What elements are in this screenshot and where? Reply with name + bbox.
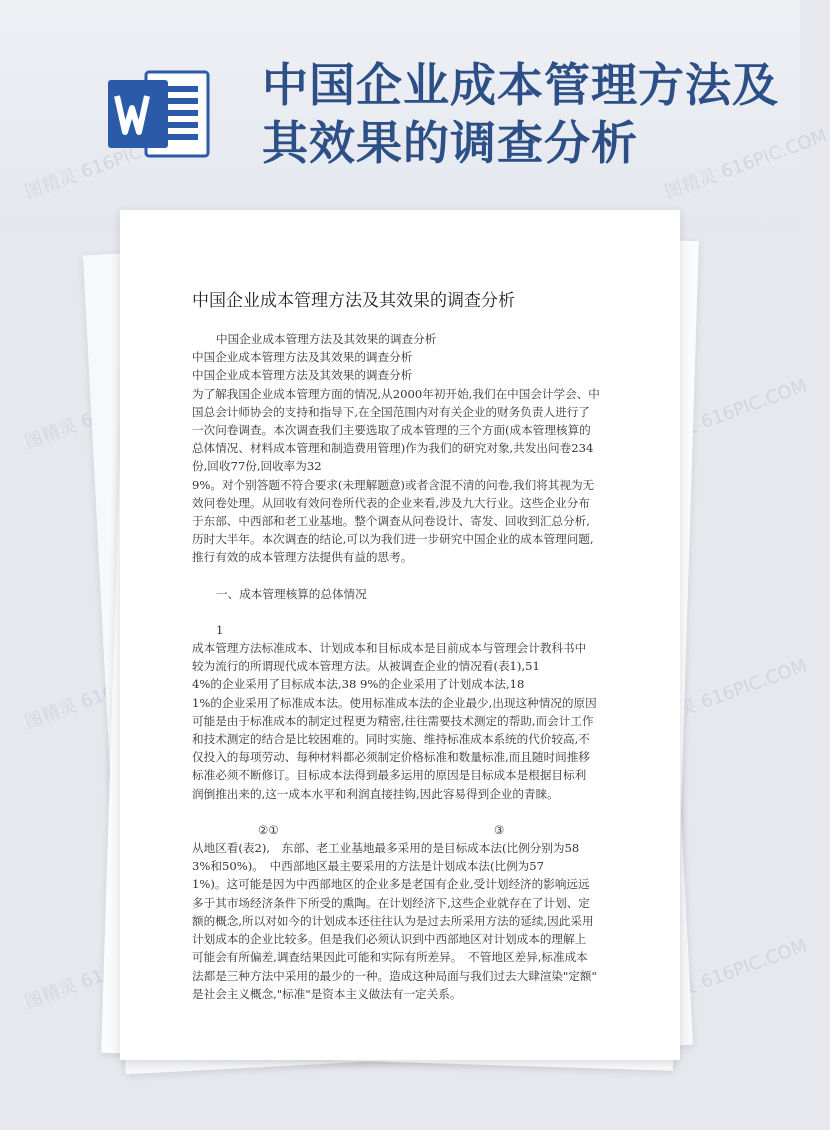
text-line: 计划成本的企业比较多。但是我们必须认识到中西部地区对计划成本的理解上 [192, 932, 587, 947]
word-document-icon [108, 68, 212, 160]
text-line: 推行有效的成本管理方法提供有益的思考。 [192, 550, 413, 565]
section-heading: 一、成本管理核算的总体情况 [216, 586, 367, 601]
watermark: 图精灵 [22, 415, 80, 454]
text-line: 9%。对个别答题不符合要求(未理解题意)或者含混不清的问卷,我们将其视为无 [192, 477, 595, 492]
text-line: 1%的企业采用了标准成本法。使用标准成本法的企业最少,出现这种情况的原因 [192, 695, 597, 710]
document-page [120, 210, 680, 1060]
title-line: 中国企业成本管理方法及其效果的调查分析 [216, 332, 437, 346]
watermark: 图精灵 [22, 695, 80, 734]
document-heading: 中国企业成本管理方法及其效果的调查分析 [192, 291, 515, 311]
footnote-number: ②① [258, 822, 279, 837]
document-body [192, 330, 632, 1003]
footnote-numbers [192, 821, 632, 839]
title-line: 中国企业成本管理方法及其效果的调查分析 [192, 350, 413, 365]
text-line: 和技术测定的结合是比较困难的。同时实施、维持标准成本系统的代价较高,不 [192, 732, 590, 747]
text-line: 成本管理方法标准成本、计划成本和目标成本是目前成本与管理会计教科书中 [192, 641, 587, 656]
text-line: 历时大半年。本次调查的结论,可以为我们进一步研究中国企业的成本管理问题, [192, 532, 594, 547]
text-line: 仅投入的每项劳动、每种材料都必须制定价格标准和数量标准,而且随时间推移 [192, 750, 590, 765]
text-line: 4%的企业采用了目标成本法,38 9%的企业采用了计划成本法,18 [192, 677, 525, 692]
text-line: 总体情况、材料成本管理和制造费用管理)作为我们的研究对象,共发出问卷234 [192, 441, 594, 456]
watermark: 图精灵 [22, 975, 80, 1014]
footnote-number: ③ [494, 822, 505, 837]
text-line: 额的概念,所以对如今的计划成本还往往认为是过去所采用方法的延续,因此采用 [192, 913, 594, 928]
watermark: 图精灵 616PIC.COM [642, 375, 810, 454]
text-line: 可能是由于标准成本的制定过程更为精密,往往需要技术测定的帮助,而会计工作 [192, 713, 594, 728]
hero-title: 中国企业成本管理方法及其效果的调查分析 [262, 58, 779, 170]
text-line: 份,回收77份,回收率为32 [192, 459, 322, 474]
text-line: 从地区看(表2), 东部、老工业基地最多采用的是目标成本法(比例分别为58 [192, 841, 580, 856]
text-line: 一次问卷调查。本次调查我们主要选取了成本管理的三个方面(成本管理核算的 [192, 423, 591, 438]
text-line: 于东部、中西部和老工业基地。整个调查从问卷设计、寄发、回收到汇总分析, [192, 514, 590, 529]
text-line: 是社会主义概念,"标准"是资本主义做法有一定关系。 [192, 986, 462, 1001]
text-line: 标准必须不断修订。目标成本法得到最多运用的原因是目标成本是根据目标利 [192, 768, 587, 783]
text-line: 润倒推出来的,这一成本水平和利润直接挂钩,因此容易得到企业的青睐。 [192, 786, 559, 801]
footnote-number: 1 [216, 622, 224, 637]
title-line: 中国企业成本管理方法及其效果的调查分析 [192, 368, 413, 383]
text-line: 可能会有所偏差,调查结果因此可能和实际有所差异。 不管地区差异,标准成本 [192, 950, 588, 965]
watermark: 图精灵 616PIC.COM [642, 935, 810, 1014]
text-line: 为了解我国企业成本管理方面的情况,从2000年初开始,我们在中国会计学会、中 [192, 386, 600, 401]
text-line: 国总会计师协会的支持和指导下,在全国范围内对有关企业的财务负责人进行了 [192, 404, 590, 419]
text-line: 法都是三种方法中采用的最少的一种。造成这种局面与我们过去大肆渲染"定额" [192, 968, 597, 983]
text-line: 效问卷处理。从回收有效问卷所代表的企业来看,涉及九大行业。这些企业分布 [192, 495, 590, 510]
text-line: 3%和50%)。 中西部地区最主要采用的方法是计划成本法(比例为57 [192, 859, 545, 874]
text-line: 1%)。这可能是因为中西部地区的企业多是老国有企业,受计划经济的影响远远 [192, 877, 590, 892]
watermark: 图精灵 616PIC.COM [642, 655, 810, 734]
text-line: 多于其市场经济条件下所受的熏陶。在计划经济下,这些企业就存在了计划、定 [192, 895, 590, 910]
text-line: 较为流行的所谓现代成本管理方法。从被调查企业的情况看(表1),51 [192, 659, 540, 674]
